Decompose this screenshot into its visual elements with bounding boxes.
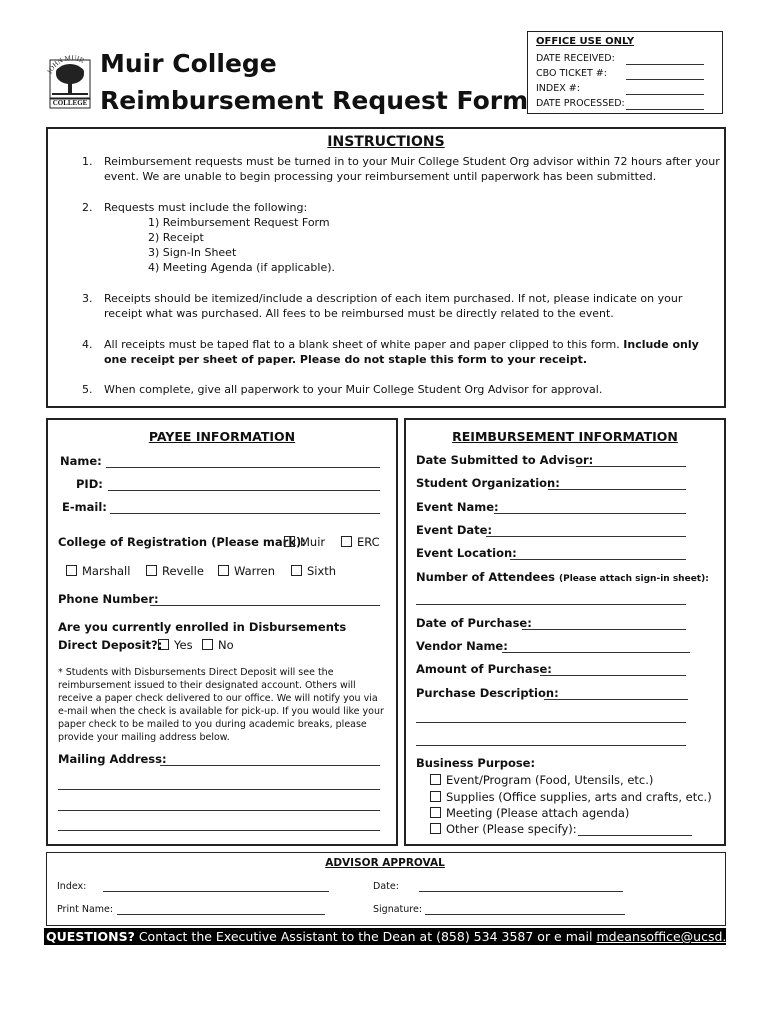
advisor-signature-label: Signature:	[373, 904, 423, 915]
checkbox-icon[interactable]	[430, 823, 441, 834]
college-option-label: ERC	[357, 535, 380, 549]
vendor-name-field[interactable]	[502, 652, 690, 653]
email-field[interactable]	[110, 513, 380, 514]
advisor-print-name-field[interactable]	[117, 914, 325, 915]
pid-field[interactable]	[108, 490, 380, 491]
instructions-box	[46, 127, 726, 408]
form-title-line1: Muir College	[100, 49, 277, 78]
mailing-address-line3[interactable]	[58, 810, 380, 811]
checkbox-icon[interactable]	[218, 565, 229, 576]
amount-label: Amount of Purchase:	[416, 662, 552, 676]
logo-caption: COLLEGE	[52, 99, 88, 107]
purpose-option-label: Other (Please specify):	[446, 822, 577, 836]
date-purchase-label: Date of Purchase:	[416, 616, 532, 630]
deposit-label: Direct Deposit?:	[58, 638, 163, 652]
college-label: College of Registration (Please mark):	[58, 535, 306, 549]
advisor-heading: ADVISOR APPROVAL	[325, 857, 445, 869]
required-item: 1) Reimbursement Request Form	[148, 216, 330, 229]
deposit-option-no[interactable]	[202, 638, 234, 652]
college-option-label: Sixth	[307, 564, 337, 578]
business-purpose-label: Business Purpose:	[416, 756, 536, 770]
instruction-num-4: 4.	[82, 338, 93, 351]
form-title-line2: Reimbursement Request Form	[100, 86, 529, 115]
advisor-approval-box	[46, 852, 726, 926]
payee-info-box	[46, 418, 398, 846]
cbo-ticket-label: CBO TICKET #:	[536, 68, 607, 79]
required-items-list	[148, 215, 335, 275]
college-option-label: Revelle	[162, 564, 204, 578]
advisor-index-field[interactable]	[103, 891, 329, 892]
questions-label: QUESTIONS?	[46, 929, 135, 944]
date-submitted-field[interactable]	[576, 466, 686, 467]
dean-office-email-link[interactable]: mdeansoffice@ucsd.edu	[596, 929, 750, 944]
advisor-date-label: Date:	[373, 881, 399, 892]
instruction-text-5: When complete, give all paperwork to your Muir College Student Org Advisor for approval.	[104, 383, 603, 396]
office-use-box	[527, 31, 723, 114]
student-org-label: Student Organization:	[416, 476, 560, 490]
questions-text: Contact the Executive Assistant to the Dean at (858) 534 3587 or e mail	[138, 929, 593, 944]
svg-text:JOHN MUIR: JOHN MUIR	[45, 53, 86, 75]
other-purpose-field[interactable]	[578, 835, 692, 836]
cbo-ticket-field[interactable]	[626, 79, 704, 80]
name-label: Name:	[60, 454, 102, 468]
purchase-description-label: Purchase Description:	[416, 686, 559, 700]
purpose-option-other[interactable]	[430, 822, 577, 836]
college-option-erc[interactable]	[341, 535, 380, 549]
reimbursement-info-box	[404, 418, 726, 846]
pid-label: PID:	[76, 477, 103, 491]
attendees-label	[416, 570, 709, 584]
date-processed-label: DATE PROCESSED:	[536, 98, 625, 109]
date-processed-field[interactable]	[626, 109, 704, 110]
purpose-option-label: Meeting (Please attach agenda)	[446, 806, 630, 820]
email-label: E-mail:	[62, 500, 107, 514]
instructions-heading: INSTRUCTIONS	[327, 134, 445, 150]
purpose-option-label: Event/Program (Food, Utensils, etc.)	[446, 773, 654, 787]
purchase-description-line2[interactable]	[416, 722, 686, 723]
mailing-address-label: Mailing Address:	[58, 752, 167, 766]
purpose-option-label: Supplies (Office supplies, arts and crafts, etc.)	[446, 790, 712, 804]
index-label: INDEX #:	[536, 83, 580, 94]
instruction-text-2: Requests must include the following:	[104, 201, 308, 214]
event-name-label: Event Name:	[416, 500, 499, 514]
date-purchase-field[interactable]	[522, 629, 686, 630]
college-logo	[44, 48, 96, 112]
mailing-address-line2[interactable]	[58, 789, 380, 790]
attendees-note: (Please attach sign-in sheet):	[558, 574, 709, 584]
purchase-description-field[interactable]	[544, 699, 688, 700]
checkbox-icon[interactable]	[341, 536, 352, 547]
checkbox-icon[interactable]	[146, 565, 157, 576]
date-submitted-label: Date Submitted to Advisor:	[416, 453, 594, 467]
college-option-marshall[interactable]	[66, 564, 130, 578]
event-location-field[interactable]	[510, 559, 686, 560]
purpose-option-event[interactable]	[430, 773, 653, 787]
instruction-num-1: 1.	[82, 155, 93, 168]
mailing-address-line1[interactable]	[160, 765, 380, 766]
date-received-field[interactable]	[626, 64, 704, 65]
checkbox-icon[interactable]	[291, 565, 302, 576]
office-use-heading: OFFICE USE ONLY	[536, 36, 635, 47]
vendor-name-label: Vendor Name:	[416, 639, 508, 653]
checkbox-icon[interactable]	[430, 791, 441, 802]
purpose-option-supplies[interactable]	[430, 790, 712, 804]
date-received-label: DATE RECEIVED:	[536, 53, 615, 64]
advisor-print-name-label: Print Name:	[57, 904, 114, 915]
office-use-fields	[536, 51, 625, 111]
college-option-label: Warren	[234, 564, 276, 578]
instruction-text-4	[104, 337, 720, 367]
attendees-label-text: Number of Attendees	[416, 570, 555, 584]
instruction-num-5: 5.	[82, 383, 93, 396]
checkbox-icon[interactable]	[284, 536, 295, 547]
deposit-no-label: No	[218, 638, 234, 652]
instruction-text-4-bold: Include only one receipt per sheet of paper. Please do not staple this form to your receipt.	[104, 338, 699, 366]
instruction-text-1: Reimbursement requests must be turned in to your Muir College Student Org advisor within 72 hours after your event. We are unable to begin processing your reimbursement until paperwork has been submitted.	[104, 155, 720, 183]
college-option-sixth[interactable]	[291, 564, 336, 578]
advisor-date-field[interactable]	[419, 891, 623, 892]
college-option-label: Marshall	[82, 564, 131, 578]
event-name-field[interactable]	[494, 513, 686, 514]
student-org-field[interactable]	[548, 489, 686, 490]
deposit-option-yes[interactable]	[158, 638, 193, 652]
college-option-label: Muir	[300, 535, 326, 549]
mailing-address-line4[interactable]	[58, 830, 380, 831]
event-date-field[interactable]	[486, 536, 686, 537]
amount-field[interactable]	[540, 675, 686, 676]
event-date-label: Event Date:	[416, 523, 493, 537]
reimbursement-heading: REIMBURSEMENT INFORMATION	[452, 429, 678, 444]
phone-field[interactable]	[150, 605, 380, 606]
index-field[interactable]	[626, 94, 704, 95]
questions-banner	[44, 928, 750, 945]
college-option-warren[interactable]	[218, 564, 275, 578]
required-item: 3) Sign-In Sheet	[148, 246, 237, 259]
instruction-text-4-plain: All receipts must be taped flat to a blank sheet of white paper and paper clipped to this form.	[104, 338, 620, 351]
attendees-field[interactable]	[416, 604, 686, 605]
checkbox-icon[interactable]	[430, 807, 441, 818]
instruction-num-3: 3.	[82, 292, 93, 305]
event-location-label: Event Location:	[416, 546, 517, 560]
enrolled-question: Are you currently enrolled in Disbursements	[58, 620, 347, 634]
instruction-text-3: Receipts should be itemized/include a description of each item purchased. If not, please indicate on your receipt what was purchased. All fees to be reimbursed must be directly related to the event.	[104, 292, 683, 320]
required-item: 4) Meeting Agenda (if applicable).	[148, 261, 336, 274]
name-field[interactable]	[106, 467, 380, 468]
payee-heading: PAYEE INFORMATION	[148, 429, 296, 444]
checkbox-icon[interactable]	[66, 565, 77, 576]
advisor-index-label: Index:	[57, 881, 87, 892]
deposit-yes-label: Yes	[174, 638, 193, 652]
advisor-signature-field[interactable]	[425, 914, 625, 915]
instruction-num-2: 2.	[82, 201, 93, 214]
college-option-revelle[interactable]	[146, 564, 204, 578]
checkbox-icon[interactable]	[158, 639, 169, 650]
required-item: 2) Receipt	[148, 231, 204, 244]
purpose-option-meeting[interactable]	[430, 806, 629, 820]
checkbox-icon[interactable]	[430, 774, 441, 785]
direct-deposit-note: * Students with Disbursements Direct Deposit will see the reimbursement issued to their designated account. Others will receive a paper check delivered to our office. We will notify you via e-mail when the check is available for pick-up. If you would like your paper check to be mailed to you during academic breaks, please provide your mailing address below.	[58, 667, 384, 743]
phone-label: Phone Number:	[58, 592, 159, 606]
purchase-description-line3[interactable]	[416, 745, 686, 746]
college-option-muir[interactable]	[284, 535, 325, 549]
checkbox-icon[interactable]	[202, 639, 213, 650]
